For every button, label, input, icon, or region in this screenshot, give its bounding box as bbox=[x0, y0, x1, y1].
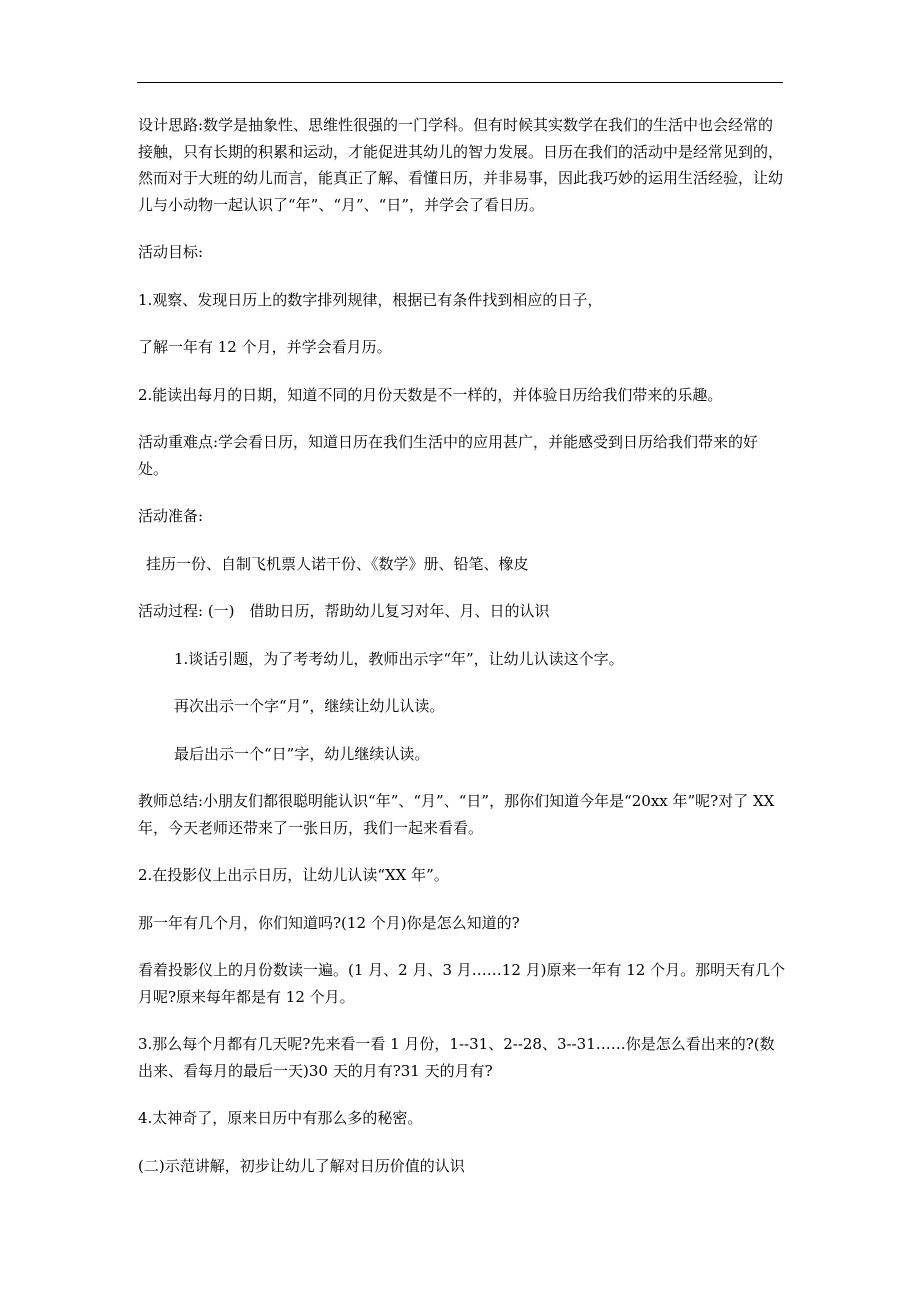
process-step-1b: 再次出示一个字“月”，继续让幼儿认读。 bbox=[174, 697, 445, 715]
preparation-materials: 挂历一份、自制飞机票人诺干份、《数学》册、铅笔、橡皮 bbox=[146, 554, 529, 573]
preparation-heading: 活动准备: bbox=[138, 507, 204, 525]
objective-2: 2.能读出每月的日期，知道不同的月份天数是不一样的，并体验日历给我们带来的乐趣。 bbox=[138, 385, 723, 404]
process-step-1: 1.谈话引题，为了考考幼儿，教师出示字“年”，让幼儿认读这个字。 bbox=[174, 649, 624, 668]
process-heading: 活动过程: (一) 借助日历，帮助幼儿复习对年、月、日的认识 bbox=[138, 602, 550, 620]
objective-1-line-1: 1.观察、发现日历上的数字排列规律，根据已有条件找到相应的日子， bbox=[138, 290, 603, 309]
document-body bbox=[138, 112, 786, 1200]
process-step-1c: 最后出示一个“日”字，幼儿继续认读。 bbox=[174, 744, 430, 763]
process-step-2: 2.在投影仪上出示日历，让幼儿认读“XX 年”。 bbox=[138, 866, 449, 884]
objectives-heading: 活动目标: bbox=[138, 243, 204, 261]
read-months-paragraph: 看着投影仪上的月份数读一遍。(1 月、2 月、3 月……12 月)原来一年有 12 个月。那明天有几个月呢?原来每年都是有 12 个月。 bbox=[138, 961, 786, 1006]
design-rationale-paragraph: 设计思路:数学是抽象性、思维性很强的一门学科。但有时候其实数学在我们的生活中也会经常的接触，只有长期的积累和运动，才能促进其幼儿的智力发展。日历在我们的活动中是经常见到的，然而对于大班的幼儿而言，能真正了解、看懂日历，并非易事，因此我巧妙的运用生活经验，让幼儿与小动物一起认识了“年”、“月”、“日”，并学会了看日历。 bbox=[138, 116, 784, 214]
key-difficulties-paragraph: 活动重难点:学会看日历，知道日历在我们生活中的应用甚广，并能感受到日历给我们带来的好处。 bbox=[138, 433, 759, 478]
objective-1-line-2: 了解一年有 12 个月，并学会看月历。 bbox=[138, 338, 392, 356]
process-step-4: 4.太神奇了，原来日历中有那么多的秘密。 bbox=[138, 1109, 423, 1127]
header-rule bbox=[137, 82, 783, 83]
process-step-3: 3.那么每个月都有几天呢?先来看一看 1 月份，1--31、2--28、3--31……你是怎么看出来的?(数出来、看每月的最后一天)30 天的月有?31 天的月有? bbox=[138, 1035, 775, 1080]
question-months: 那一年有几个月，你们知道吗?(12 个月)你是怎么知道的? bbox=[138, 913, 520, 932]
teacher-summary: 教师总结:小朋友们都很聪明能认识“年”、“月”、“日”，那你们知道今年是“20xx 年”呢?对了 XX 年，今天老师还带来了一张日历，我们一起来看看。 bbox=[138, 792, 775, 837]
section-two-heading: (二)示范讲解，初步让幼儿了解对日历价值的认识 bbox=[138, 1156, 465, 1175]
